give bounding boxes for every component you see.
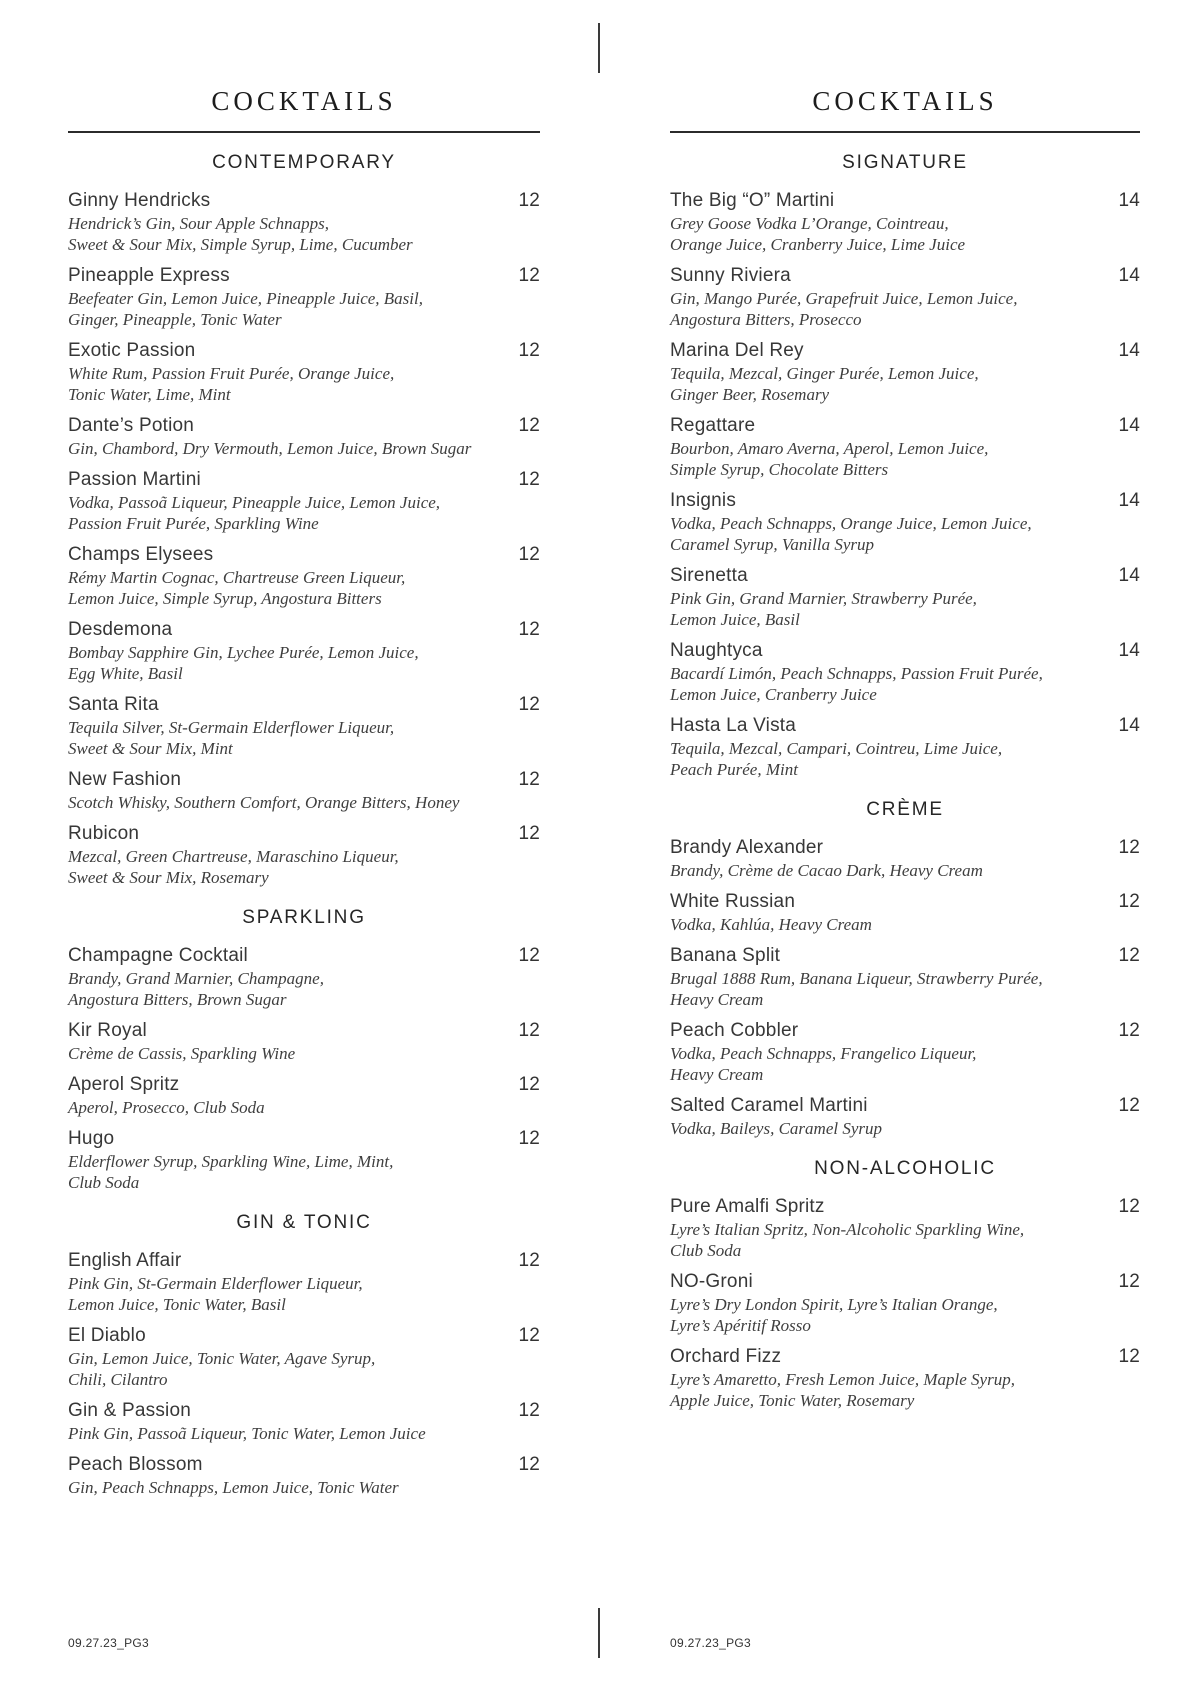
item-name-row [670,188,1140,213]
item-name-row [670,1344,1140,1369]
menu-column-left [68,0,540,1506]
menu-section [68,151,540,888]
item-name: Ginny Hendricks [68,190,211,211]
item-name: Insignis [670,490,737,511]
menu-item [68,767,540,813]
item-name-row [670,488,1140,513]
item-description-line: Tonic Water, Lime, Mint [68,385,231,404]
item-description-line: Gin, Mango Purée, Grapefruit Juice, Lemon Juice, [670,289,1018,308]
item-description-line: Bacardí Limón, Peach Schnapps, Passion Fruit Purée, [670,664,1043,683]
item-name-row [68,188,540,213]
item-name-row [68,413,540,438]
item-name-row [68,617,540,642]
item-name: Marina Del Rey [670,340,804,361]
item-price: 12 [1118,1196,1140,1217]
item-name: Regattare [670,415,756,436]
item-description-line: Rémy Martin Cognac, Chartreuse Green Liqueur, [68,568,406,587]
item-description-line: Brandy, Grand Marnier, Champagne, [68,969,324,988]
item-description-line: Club Soda [68,1173,140,1192]
item-name: Champagne Cocktail [68,945,248,966]
item-name-row [670,889,1140,914]
item-name: Brandy Alexander [670,837,824,858]
item-description-line: Tequila, Mezcal, Campari, Cointreu, Lime Juice, [670,739,1003,758]
menu-item [670,835,1140,881]
item-price: 12 [1118,1271,1140,1292]
menu-title: COCKTAILS [211,86,397,116]
menu-section [68,1211,540,1498]
item-name-row [68,1018,540,1043]
menu-item [670,1093,1140,1139]
item-name: The Big “O” Martini [670,190,835,211]
menu-item [68,1018,540,1064]
menu-item [68,188,540,255]
item-price: 14 [1118,565,1140,586]
menu-title: COCKTAILS [812,86,998,116]
item-description-line: Tequila Silver, St-Germain Elderflower Liqueur, [68,718,395,737]
item-name-row [68,1323,540,1348]
item-description-line: Passion Fruit Purée, Sparkling Wine [68,514,319,533]
item-price: 14 [1118,715,1140,736]
menu-item [670,1194,1140,1261]
menu-item [670,413,1140,480]
menu-item [68,542,540,609]
item-description-line: Hendrick’s Gin, Sour Apple Schnapps, [68,214,329,233]
menu-item [68,1398,540,1444]
item-name: Peach Cobbler [670,1020,799,1041]
menu-item [670,263,1140,330]
item-price: 12 [518,1325,540,1346]
menu-item [68,692,540,759]
item-name: Santa Rita [68,694,159,715]
menu-item [68,1126,540,1193]
center-divider-bottom [598,1608,600,1658]
item-name-row [670,563,1140,588]
item-name-row [68,1452,540,1477]
item-price: 14 [1118,490,1140,511]
item-description-line: Brugal 1888 Rum, Banana Liqueur, Strawberry Purée, [670,969,1043,988]
item-name-row [670,1194,1140,1219]
item-description-line: Heavy Cream [670,1065,764,1084]
item-description-line: Sweet & Sour Mix, Rosemary [68,868,269,887]
item-description-line: Lemon Juice, Basil [670,610,800,629]
menu-section [68,906,540,1193]
footer-code-left: 09.27.23_PG3 [68,1636,149,1650]
item-price: 12 [518,190,540,211]
item-price: 12 [518,1074,540,1095]
item-name: New Fashion [68,769,182,790]
item-price: 12 [518,1454,540,1475]
section-heading: GIN & TONIC [236,1212,372,1233]
item-description-line: Vodka, Peach Schnapps, Orange Juice, Lemon Juice, [670,514,1032,533]
item-name: Naughtyca [670,640,763,661]
section-heading: SPARKLING [242,907,366,928]
item-description-line: Pink Gin, St-Germain Elderflower Liqueur, [68,1274,363,1293]
item-price: 14 [1118,640,1140,661]
item-name-row [68,821,540,846]
item-price: 12 [518,469,540,490]
item-name: Peach Blossom [68,1454,203,1475]
item-description-line: Angostura Bitters, Brown Sugar [68,990,287,1009]
section-heading: CRÈME [866,799,944,820]
item-name-row [68,767,540,792]
item-name-row [68,1248,540,1273]
item-name: Rubicon [68,823,140,844]
item-name: Exotic Passion [68,340,196,361]
item-price: 14 [1118,265,1140,286]
item-name-row [670,263,1140,288]
item-price: 12 [518,265,540,286]
item-description-line: Lyre’s Amaretto, Fresh Lemon Juice, Maple Syrup, [670,1370,1015,1389]
footer-code-right: 09.27.23_PG3 [670,1636,751,1650]
item-description-line: Pink Gin, Grand Marnier, Strawberry Purée, [670,589,977,608]
item-description-line: Lyre’s Italian Spritz, Non-Alcoholic Sparkling Wine, [670,1220,1025,1239]
item-name: NO-Groni [670,1271,753,1292]
item-name-row [670,943,1140,968]
item-description-line: Gin, Chambord, Dry Vermouth, Lemon Juice, Brown Sugar [68,439,472,458]
item-name: Salted Caramel Martini [670,1095,868,1116]
item-description-line: Lemon Juice, Cranberry Juice [670,685,877,704]
menu-item [670,1344,1140,1411]
menu-item [670,638,1140,705]
item-price: 12 [1118,945,1140,966]
item-description-line: Egg White, Basil [68,664,183,683]
item-description-line: Peach Purée, Mint [670,760,798,779]
menu-item [68,943,540,1010]
item-name: Dante’s Potion [68,415,195,436]
menu-item [68,263,540,330]
item-name-row [670,1093,1140,1118]
menu-item [68,821,540,888]
menu-item [68,467,540,534]
item-description-line: Gin, Lemon Juice, Tonic Water, Agave Syrup, [68,1349,376,1368]
section-heading: NON-ALCOHOLIC [814,1158,996,1179]
item-price: 12 [518,1128,540,1149]
item-name-row [670,413,1140,438]
menu-section [670,798,1140,1139]
item-name: Passion Martini [68,469,201,490]
menu-section [670,1157,1140,1411]
menu-item [68,1072,540,1118]
menu-item [68,1323,540,1390]
menu-section [670,151,1140,780]
item-name-row [68,692,540,717]
item-name-row [68,338,540,363]
item-description-line: Lemon Juice, Simple Syrup, Angostura Bitters [68,589,382,608]
item-name: Kir Royal [68,1020,147,1041]
item-description-line: Lemon Juice, Tonic Water, Basil [68,1295,286,1314]
menu-item [68,1248,540,1315]
item-description-line: Apple Juice, Tonic Water, Rosemary [670,1391,915,1410]
menu-item [670,713,1140,780]
item-price: 12 [518,945,540,966]
section-heading: SIGNATURE [842,152,968,173]
item-name-row [68,1072,540,1097]
item-description-line: Sweet & Sour Mix, Simple Syrup, Lime, Cucumber [68,235,413,254]
menu-item [68,413,540,459]
item-name-row [670,638,1140,663]
menu-item [670,889,1140,935]
item-description-line: Tequila, Mezcal, Ginger Purée, Lemon Juice, [670,364,979,383]
item-name-row [68,263,540,288]
item-description-line: Lyre’s Apéritif Rosso [670,1316,811,1335]
menu-item [670,563,1140,630]
item-name-row [68,1126,540,1151]
item-description-line: Club Soda [670,1241,742,1260]
item-description-line: Grey Goose Vodka L’Orange, Cointreau, [670,214,949,233]
item-name: Pineapple Express [68,265,230,286]
item-description-line: Ginger Beer, Rosemary [670,385,830,404]
item-description-line: Vodka, Passoã Liqueur, Pineapple Juice, Lemon Juice, [68,493,441,512]
item-price: 12 [518,694,540,715]
item-description-line: Brandy, Crème de Cacao Dark, Heavy Cream [670,861,983,880]
item-description-line: Elderflower Syrup, Sparkling Wine, Lime, Mint, [68,1152,394,1171]
menu-item [670,943,1140,1010]
item-price: 14 [1118,415,1140,436]
item-description-line: Gin, Peach Schnapps, Lemon Juice, Tonic Water [68,1478,399,1497]
item-description-line: Vodka, Baileys, Caramel Syrup [670,1119,882,1138]
item-description-line: Vodka, Kahlúa, Heavy Cream [670,915,872,934]
item-description-line: Bourbon, Amaro Averna, Aperol, Lemon Juice, [670,439,989,458]
menu-item [670,1269,1140,1336]
item-price: 12 [518,1250,540,1271]
item-name: Pure Amalfi Spritz [670,1196,825,1217]
item-name: Sunny Riviera [670,265,791,286]
item-description-line: Scotch Whisky, Southern Comfort, Orange Bitters, Honey [68,793,460,812]
item-description-line: Crème de Cassis, Sparkling Wine [68,1044,296,1063]
center-divider-top [598,23,600,73]
item-name: El Diablo [68,1325,146,1346]
item-price: 12 [518,340,540,361]
item-name-row [670,338,1140,363]
item-name-row [670,1018,1140,1043]
item-description-line: Lyre’s Dry London Spirit, Lyre’s Italian Orange, [670,1295,998,1314]
item-description-line: Orange Juice, Cranberry Juice, Lime Juice [670,235,966,254]
item-description-line: Bombay Sapphire Gin, Lychee Purée, Lemon Juice, [68,643,419,662]
menu-column-right [670,0,1140,1419]
item-price: 12 [1118,837,1140,858]
item-description-line: Caramel Syrup, Vanilla Syrup [670,535,874,554]
item-name: Hugo [68,1128,115,1149]
item-name-row [68,1398,540,1423]
item-name: Desdemona [68,619,173,640]
item-price: 12 [518,544,540,565]
item-description-line: Pink Gin, Passoã Liqueur, Tonic Water, Lemon Juice [68,1424,426,1443]
item-description-line: Aperol, Prosecco, Club Soda [68,1098,265,1117]
item-description-line: Heavy Cream [670,990,764,1009]
item-name: Aperol Spritz [68,1074,180,1095]
item-name: Sirenetta [670,565,748,586]
item-price: 12 [1118,1095,1140,1116]
item-price: 14 [1118,340,1140,361]
item-price: 14 [1118,190,1140,211]
item-description-line: Ginger, Pineapple, Tonic Water [68,310,282,329]
item-description-line: Beefeater Gin, Lemon Juice, Pineapple Juice, Basil, [68,289,423,308]
menu-item [670,1018,1140,1085]
item-name: Gin & Passion [68,1400,191,1421]
item-price: 12 [518,769,540,790]
item-name: Banana Split [670,945,781,966]
section-heading: CONTEMPORARY [212,152,396,173]
item-name-row [670,1269,1140,1294]
item-name-row [68,467,540,492]
menu-item [670,338,1140,405]
item-price: 12 [518,619,540,640]
item-description-line: Simple Syrup, Chocolate Bitters [670,460,889,479]
item-description-line: Vodka, Peach Schnapps, Frangelico Liqueur, [670,1044,977,1063]
item-price: 12 [1118,1020,1140,1041]
item-name: White Russian [670,891,796,912]
menu-item [68,617,540,684]
item-price: 12 [518,415,540,436]
item-name-row [68,943,540,968]
item-price: 12 [518,823,540,844]
title-underline [68,131,540,133]
item-name: Champs Elysees [68,544,214,565]
item-description-line: Angostura Bitters, Prosecco [670,310,862,329]
item-name: Hasta La Vista [670,715,797,736]
item-name: English Affair [68,1250,182,1271]
item-name: Orchard Fizz [670,1346,782,1367]
item-name-row [670,713,1140,738]
title-underline [670,131,1140,133]
item-price: 12 [1118,1346,1140,1367]
menu-item [68,338,540,405]
item-description-line: Chili, Cilantro [68,1370,168,1389]
item-description-line: Mezcal, Green Chartreuse, Maraschino Liqueur, [68,847,399,866]
menu-item [670,188,1140,255]
item-description-line: Sweet & Sour Mix, Mint [68,739,233,758]
item-name-row [68,542,540,567]
item-name-row [670,835,1140,860]
menu-item [68,1452,540,1498]
item-price: 12 [518,1020,540,1041]
item-price: 12 [1118,891,1140,912]
menu-item [670,488,1140,555]
item-description-line: White Rum, Passion Fruit Purée, Orange Juice, [68,364,395,383]
item-price: 12 [518,1400,540,1421]
